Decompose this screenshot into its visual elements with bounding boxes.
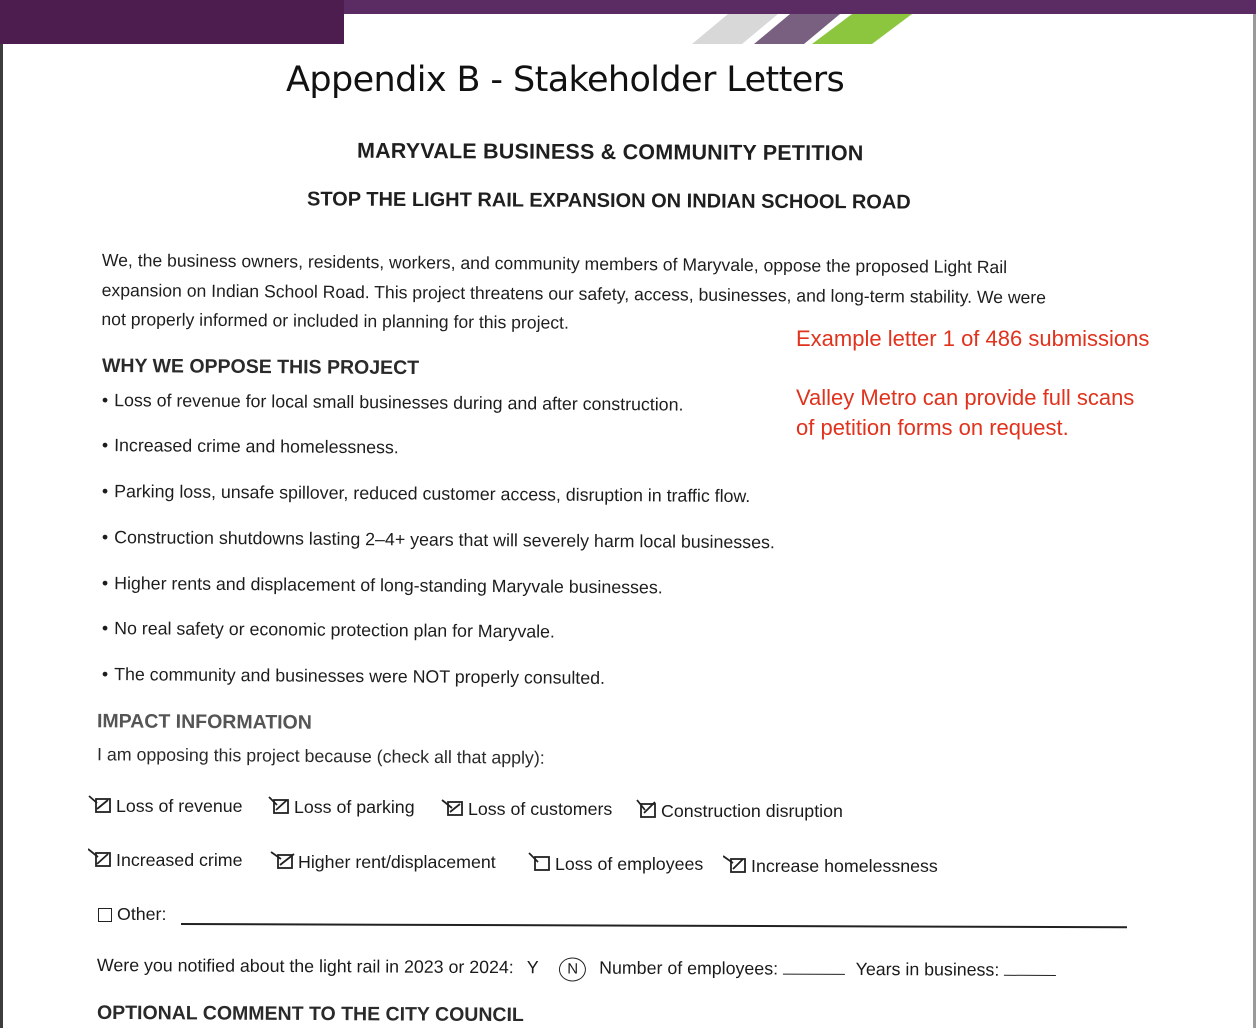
reason-item: • The community and businesses were NOT properly consulted. [102, 664, 605, 689]
checked-box-icon [88, 848, 114, 870]
petition-heading: MARYVALE BUSINESS & COMMUNITY PETITION [356, 138, 864, 166]
why-heading: WHY WE OPPOSE THIS PROJECT [101, 354, 420, 380]
reason-item: • No real safety or economic protection plan for Maryvale. [102, 618, 555, 643]
checkbox-label: Loss of customers [468, 799, 613, 819]
empty-checkbox-icon [98, 908, 112, 922]
intro-line: not properly informed or included in planning for this project. [101, 308, 569, 333]
slide-title: Appendix B - Stakeholder Letters [286, 60, 845, 100]
intro-line: expansion on Indian School Road. This project threatens our safety, access, businesses, and long-term stability. We were [101, 279, 1047, 307]
banner-band [344, 0, 1256, 14]
other-label: Other: [117, 904, 167, 924]
checkbox-construction-disruption[interactable] [641, 801, 843, 822]
left-border [0, 0, 3, 1028]
checkbox-label: Loss of employees [555, 854, 704, 874]
reason-item: • Increased crime and homelessness. [102, 435, 399, 458]
scans-note-line: of petition forms on request. [796, 415, 1069, 440]
checkbox-loss-of-employees[interactable] [535, 854, 703, 875]
checked-box-icon [270, 850, 296, 872]
reason-item: • Parking loss, unsafe spillover, reduced customer access, disruption in traffic flow. [102, 481, 751, 507]
checked-box-icon [88, 794, 114, 816]
example-letter-note: Example letter 1 of 486 submissions [796, 326, 1150, 351]
impact-prompt: I am opposing this project because (check all that apply): [96, 744, 545, 768]
notified-no-option-circled[interactable]: N [559, 957, 586, 981]
banner-dark-block [0, 0, 344, 44]
reason-item: • Loss of revenue for local small businesses during and after construction. [102, 390, 684, 416]
years-label: Years in business: [855, 958, 1000, 980]
checkbox-increased-crime[interactable] [96, 850, 243, 871]
checkbox-label: Increase homelessness [751, 856, 938, 876]
checked-box-icon [633, 799, 659, 821]
reason-item: • Higher rents and displacement of long-standing Maryvale businesses. [102, 573, 663, 598]
checked-box-icon [527, 852, 553, 874]
checkbox-higher-rent[interactable] [278, 852, 496, 873]
checkbox-label: Construction disruption [661, 801, 843, 821]
scans-note [796, 383, 1134, 443]
checked-box-icon [440, 797, 466, 819]
checkbox-label: Higher rent/displacement [298, 852, 496, 872]
notified-question: Were you notified about the light rail in 2023 or 2024: [96, 955, 514, 978]
checked-box-icon [266, 795, 292, 817]
optional-comment-heading: OPTIONAL COMMENT TO THE CITY COUNCIL [96, 1001, 524, 1027]
checkbox-loss-of-revenue[interactable] [96, 796, 243, 817]
notified-yes-option[interactable]: Y [526, 957, 539, 978]
employees-fill-line[interactable] [783, 959, 845, 975]
checkbox-loss-of-parking[interactable] [274, 797, 415, 818]
checkbox-label: Loss of revenue [116, 796, 243, 816]
intro-line: We, the business owners, residents, workers, and community members of Maryvale, oppose the proposed Light Rail [101, 249, 1008, 278]
reason-item: • Construction shutdowns lasting 2–4+ years that will severely harm local businesses. [102, 527, 775, 553]
scans-note-line: Valley Metro can provide full scans [796, 385, 1135, 410]
header-banner [0, 0, 1256, 44]
checked-box-icon [723, 854, 749, 876]
checkbox-label: Loss of parking [294, 797, 415, 817]
petition-subheading: STOP THE LIGHT RAIL EXPANSION ON INDIAN SCHOOL ROAD [306, 188, 911, 214]
checkbox-label: Increased crime [116, 850, 243, 870]
notified-row [97, 955, 1056, 984]
employees-label: Number of employees: [599, 957, 779, 979]
impact-heading: IMPACT INFORMATION [96, 710, 312, 734]
years-fill-line[interactable] [1004, 960, 1056, 976]
checkbox-increase-homelessness[interactable] [731, 856, 938, 877]
checkbox-other[interactable] [98, 904, 166, 925]
other-fill-line[interactable] [181, 923, 1127, 928]
checkbox-loss-of-customers[interactable] [448, 799, 612, 820]
